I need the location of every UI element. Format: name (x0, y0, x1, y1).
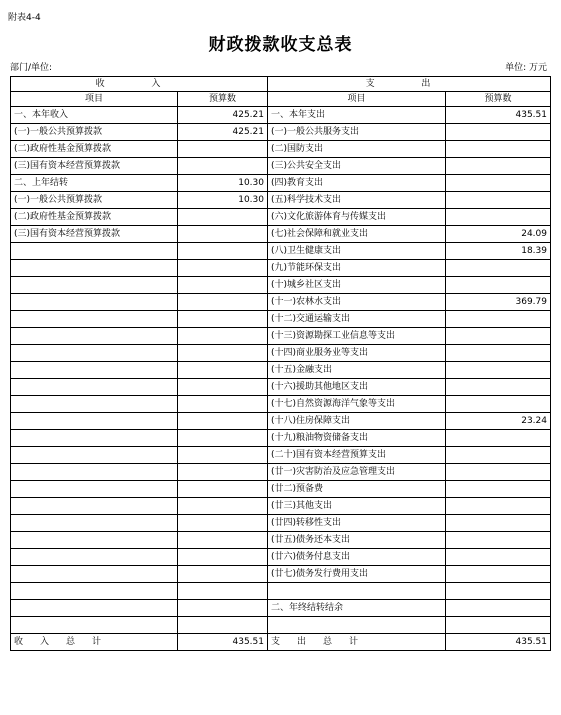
expense-budget-header: 预算数 (446, 92, 551, 107)
expense-item-cell: (四)教育支出 (268, 175, 446, 192)
income-item-cell: (二)政府性基金预算拨款 (11, 209, 178, 226)
expense-value-cell (446, 158, 551, 175)
table-row (11, 617, 551, 634)
expense-value-cell (446, 209, 551, 226)
income-value-cell (178, 464, 268, 481)
table-row (11, 430, 551, 447)
table-row (11, 345, 551, 362)
expense-value-cell (446, 515, 551, 532)
unit-label: 单位: 万元 (505, 63, 547, 73)
expense-total-label: 支出总计 (268, 634, 446, 651)
expense-value-cell (446, 396, 551, 413)
expense-value-cell (446, 566, 551, 583)
income-value-cell (178, 413, 268, 430)
expense-value-cell (446, 430, 551, 447)
income-item-cell: (三)国有资本经营预算拨款 (11, 226, 178, 243)
expense-item-cell: (十九)粮油物资储备支出 (268, 430, 446, 447)
income-item-cell: (一)一般公共预算拨款 (11, 192, 178, 209)
expense-item-cell: (七)社会保障和就业支出 (268, 226, 446, 243)
income-value-cell (178, 566, 268, 583)
income-header: 收 入 (11, 77, 268, 92)
income-item-cell (11, 617, 178, 634)
expense-item-cell: (一)一般公共服务支出 (268, 124, 446, 141)
expense-item-cell: (九)节能环保支出 (268, 260, 446, 277)
expense-item-cell: (廿七)债务发行费用支出 (268, 566, 446, 583)
income-item-cell (11, 362, 178, 379)
income-item-cell (11, 413, 178, 430)
section-header-row (11, 77, 551, 92)
income-item-cell (11, 464, 178, 481)
document-code: 附表4-4 (8, 13, 41, 23)
table-row (11, 277, 551, 294)
table-row (11, 260, 551, 277)
table-row (11, 566, 551, 583)
expense-value-cell: 435.51 (446, 107, 551, 124)
expense-item-cell (268, 617, 446, 634)
table-row (11, 481, 551, 498)
table-row (11, 226, 551, 243)
table-row (11, 549, 551, 566)
page-title: 财政拨款收支总表 (208, 35, 353, 55)
expense-item-cell: 二、年终结转结余 (268, 600, 446, 617)
column-header-row (11, 92, 551, 107)
expense-item-cell: (廿六)债务付息支出 (268, 549, 446, 566)
table-row (11, 294, 551, 311)
table-row (11, 362, 551, 379)
income-value-cell (178, 141, 268, 158)
income-item-cell (11, 294, 178, 311)
expense-value-cell (446, 464, 551, 481)
expense-item-cell: (十六)援助其他地区支出 (268, 379, 446, 396)
income-value-cell (178, 617, 268, 634)
table-row (11, 124, 551, 141)
expense-item-cell: (十一)农林水支出 (268, 294, 446, 311)
table-row (11, 175, 551, 192)
expense-value-cell (446, 600, 551, 617)
table-row (11, 379, 551, 396)
expense-item-cell: (二)国防支出 (268, 141, 446, 158)
table-row (11, 498, 551, 515)
income-item-cell (11, 549, 178, 566)
expense-item-cell: (十八)住房保障支出 (268, 413, 446, 430)
income-item-cell (11, 328, 178, 345)
income-item-cell (11, 447, 178, 464)
budget-table (10, 76, 551, 651)
income-item-cell: (二)政府性基金预算拨款 (11, 141, 178, 158)
income-value-cell (178, 243, 268, 260)
table-row (11, 243, 551, 260)
income-item-cell (11, 396, 178, 413)
expense-value-cell: 24.09 (446, 226, 551, 243)
income-item-cell (11, 260, 178, 277)
income-value-cell: 10.30 (178, 192, 268, 209)
expense-value-cell (446, 447, 551, 464)
table-row (11, 447, 551, 464)
expense-item-cell: (十二)交通运输支出 (268, 311, 446, 328)
expense-item-header: 项目 (268, 92, 446, 107)
income-value-cell (178, 481, 268, 498)
expense-item-cell: (十五)金融支出 (268, 362, 446, 379)
income-item-cell (11, 532, 178, 549)
income-item-cell (11, 583, 178, 600)
expense-value-cell: 18.39 (446, 243, 551, 260)
expense-item-cell: (八)卫生健康支出 (268, 243, 446, 260)
table-row (11, 396, 551, 413)
department-label: 部门/单位: (10, 63, 53, 73)
table-row (11, 158, 551, 175)
income-value-cell (178, 158, 268, 175)
expense-item-cell: (十四)商业服务业等支出 (268, 345, 446, 362)
income-value-cell (178, 600, 268, 617)
expense-item-cell: 一、本年支出 (268, 107, 446, 124)
income-item-cell (11, 515, 178, 532)
income-value-cell: 425.21 (178, 107, 268, 124)
income-value-cell (178, 515, 268, 532)
income-budget-header: 预算数 (178, 92, 268, 107)
table-row (11, 600, 551, 617)
income-value-cell (178, 260, 268, 277)
income-item-cell (11, 277, 178, 294)
expense-value-cell (446, 141, 551, 158)
income-item-cell (11, 481, 178, 498)
income-value-cell (178, 277, 268, 294)
expense-item-cell: (三)公共安全支出 (268, 158, 446, 175)
expense-total-value: 435.51 (446, 634, 551, 651)
income-item-cell (11, 566, 178, 583)
income-value-cell (178, 294, 268, 311)
total-row (11, 634, 551, 651)
table-row (11, 583, 551, 600)
income-total-label: 收入总计 (11, 634, 178, 651)
expense-item-cell: (十三)资源勘探工业信息等支出 (268, 328, 446, 345)
income-item-cell: 二、上年结转 (11, 175, 178, 192)
income-value-cell (178, 311, 268, 328)
income-item-cell (11, 600, 178, 617)
expense-value-cell (446, 277, 551, 294)
income-item-cell (11, 311, 178, 328)
income-item-cell: (一)一般公共预算拨款 (11, 124, 178, 141)
expense-value-cell (446, 124, 551, 141)
expense-item-cell: (廿一)灾害防治及应急管理支出 (268, 464, 446, 481)
table-row (11, 464, 551, 481)
expense-item-cell: (廿三)其他支出 (268, 498, 446, 515)
expense-value-cell (446, 362, 551, 379)
income-item-cell (11, 345, 178, 362)
expense-value-cell (446, 498, 551, 515)
expense-item-cell: (廿四)转移性支出 (268, 515, 446, 532)
income-value-cell (178, 430, 268, 447)
income-value-cell (178, 396, 268, 413)
expense-value-cell (446, 345, 551, 362)
income-item-header: 项目 (11, 92, 178, 107)
expense-value-cell (446, 532, 551, 549)
income-item-cell (11, 243, 178, 260)
table-row (11, 141, 551, 158)
table-row (11, 413, 551, 430)
income-item-cell: (三)国有资本经营预算拨款 (11, 158, 178, 175)
table-row (11, 192, 551, 209)
expense-value-cell (446, 379, 551, 396)
income-value-cell (178, 226, 268, 243)
table-row (11, 311, 551, 328)
income-value-cell (178, 209, 268, 226)
income-value-cell (178, 379, 268, 396)
income-value-cell: 10.30 (178, 175, 268, 192)
income-item-cell: 一、本年收入 (11, 107, 178, 124)
expense-item-cell: (五)科学技术支出 (268, 192, 446, 209)
expense-item-cell: (十七)自然资源海洋气象等支出 (268, 396, 446, 413)
expense-value-cell (446, 260, 551, 277)
expense-value-cell (446, 583, 551, 600)
expense-value-cell (446, 328, 551, 345)
expense-item-cell: (六)文化旅游体育与传媒支出 (268, 209, 446, 226)
expense-value-cell (446, 192, 551, 209)
expense-item-cell (268, 583, 446, 600)
income-value-cell (178, 345, 268, 362)
income-value-cell: 425.21 (178, 124, 268, 141)
table-row (11, 532, 551, 549)
expense-value-cell (446, 617, 551, 634)
income-item-cell (11, 430, 178, 447)
expense-value-cell (446, 549, 551, 566)
income-value-cell (178, 549, 268, 566)
income-value-cell (178, 498, 268, 515)
income-value-cell (178, 532, 268, 549)
expense-value-cell: 369.79 (446, 294, 551, 311)
expense-header: 支 出 (268, 77, 551, 92)
expense-item-cell: (廿二)预备费 (268, 481, 446, 498)
expense-value-cell: 23.24 (446, 413, 551, 430)
income-value-cell (178, 362, 268, 379)
income-value-cell (178, 447, 268, 464)
table-row (11, 328, 551, 345)
expense-value-cell (446, 311, 551, 328)
table-row (11, 107, 551, 124)
income-total-value: 435.51 (178, 634, 268, 651)
income-value-cell (178, 328, 268, 345)
income-item-cell (11, 379, 178, 396)
expense-value-cell (446, 175, 551, 192)
expense-item-cell: (十)城乡社区支出 (268, 277, 446, 294)
expense-item-cell: (廿五)债务还本支出 (268, 532, 446, 549)
table-row (11, 209, 551, 226)
table-row (11, 515, 551, 532)
expense-value-cell (446, 481, 551, 498)
expense-item-cell: (二十)国有资本经营预算支出 (268, 447, 446, 464)
income-item-cell (11, 498, 178, 515)
income-value-cell (178, 583, 268, 600)
